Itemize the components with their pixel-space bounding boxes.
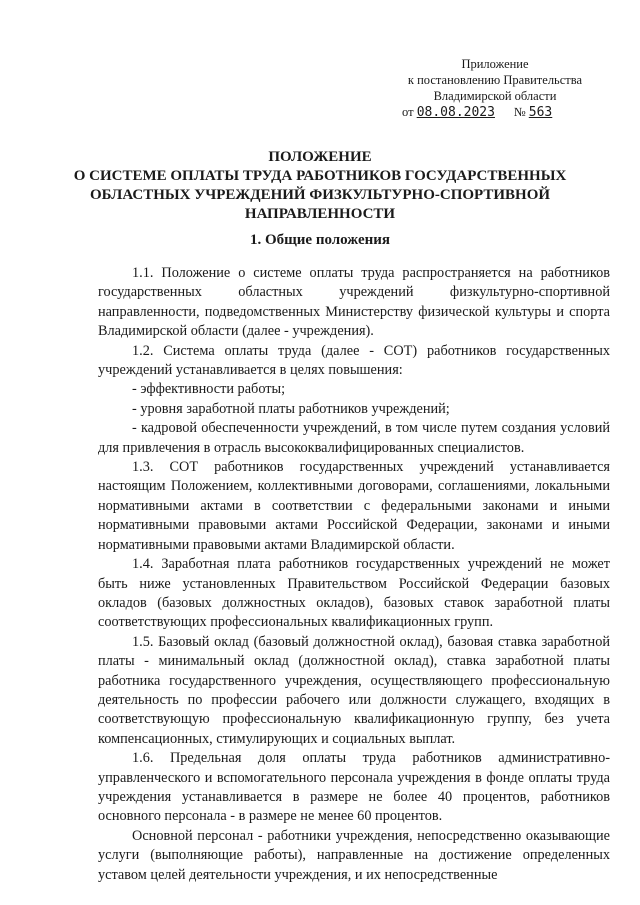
list-item-efficiency: - эффективности работы; [132,381,286,398]
title-line-4: НАПРАВЛЕННОСТИ [244,206,396,222]
paragraph-1-1: 1.1. Положение о системе оплаты труда распространяется на работников государственных областных учреждений физкультурно-спортивной направленности, подведомственных Министерству физической культуры и спорта Владимирской области (далее - учреждения). [98,265,610,340]
appendix-region: Владимирской области [433,89,557,103]
document-body [98,264,610,885]
resolution-date: 08.08.2023 [416,105,495,120]
document-title [60,148,580,224]
date-prefix: от [402,105,414,119]
paragraph-1-3: 1.3. СОТ работников государственных учреждений устанавливается настоящим Положением, коллективными договорами, соглашениями, локальными нормативными актами в соответствии с федеральными законами и иными нормативными правовыми актами Российской Федерации, законами и иными нормативными правовыми актами Владимирской области. [98,459,610,553]
paragraph-main-staff: Основной персонал - работники учреждения, непосредственно оказывающие услуги (выполняющие работы), направленные на достижение определенных уставом целей деятельности учреждения, и их непосредственные [98,827,610,883]
appendix-label: Приложение [461,57,529,71]
paragraph-1-2: 1.2. Система оплаты труда (далее - СОТ) работников государственных учреждений устанавливается в целях повышения: [98,342,610,379]
resolution-number: 563 [528,105,553,120]
list-item-salary-level: - уровня заработной платы работников учреждений; [132,400,450,417]
section-heading: 1. Общие положения [249,232,391,248]
number-prefix: № [513,105,526,119]
list-item-staffing: - кадровой обеспеченности учреждений, в том числе путем создания условий для привлечения в отрасль высококвалифицированных специалистов. [98,420,610,456]
paragraph-1-4: 1.4. Заработная плата работников государственных учреждений не может быть ниже установленных Правительством Российской Федерации базовых окладов (базовых должностных окладов), базовых ставок заработной платы соответствующих профессиональных квалификационных групп. [98,556,610,631]
paragraph-1-5: 1.5. Базовый оклад (базовый должностной оклад), базовая ставка заработной платы - минимальный оклад (должностной оклад), ставка заработной платы работника государственного учреждения, осуществляющего профессиональную деятельность по профессии рабочего или должности служащего, входящих в соответствующую профессиональную квалификационную группу, без учета компенсационных, стимулирующих и социальных выплат. [98,633,610,747]
appendix-block [400,56,590,121]
title-line-1: ПОЛОЖЕНИЕ [268,149,372,165]
appendix-resolution: к постановлению Правительства [407,73,583,87]
paragraph-1-6: 1.6. Предельная доля оплаты труда работников административно-управленческого и вспомогательного персонала учреждения в фонде оплаты труда учреждения устанавливается в размере не более 40 процентов, работников основного персонала - в размере не менее 60 процентов. [98,750,610,825]
title-line-2: О СИСТЕМЕ ОПЛАТЫ ТРУДА РАБОТНИКОВ ГОСУДАРСТВЕННЫХ [73,168,567,184]
title-line-3: ОБЛАСТНЫХ УЧРЕЖДЕНИЙ ФИЗКУЛЬТУРНО-СПОРТИВНОЙ [89,187,551,203]
appendix-date-line [402,104,590,121]
